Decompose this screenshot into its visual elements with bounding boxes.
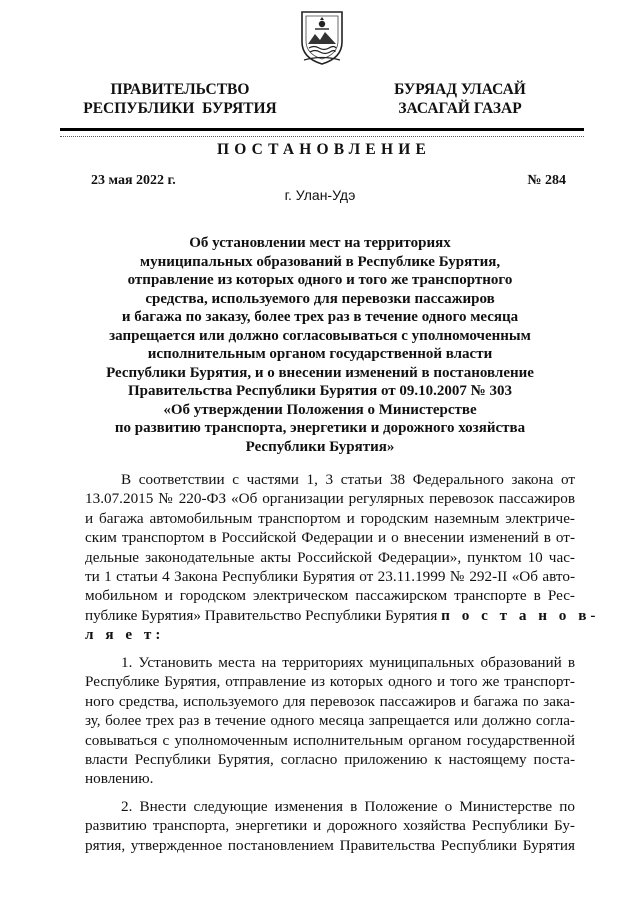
document-number: № 284	[527, 173, 566, 188]
government-name-russian-line2: РЕСПУБЛИКИ БУРЯТИЯ	[83, 100, 277, 117]
title-line: Республики Бурятия, и о внесении изменений в постановление	[106, 364, 534, 381]
paragraph-line: ским транспортом в Российской Федерации и о внесении изменений в от-	[85, 529, 575, 547]
coat-of-arms-emblem	[298, 8, 346, 66]
document-title	[80, 234, 560, 456]
resolution-word-start: п о с т а н о в-	[441, 606, 600, 624]
title-line: Правительства Республики Бурятия от 09.10.2007 № 303	[127, 383, 512, 399]
paragraph-line: и багажа автомобильным транспортом и городским наземным электриче-	[85, 509, 575, 527]
document-type-heading: ПОСТАНОВЛЕНИЕ	[216, 141, 432, 158]
title-line: запрещается или должно согласовываться с уполномоченным	[109, 327, 531, 344]
paragraph-line: ного средства, используемого для перевозок пассажиров и багажа по зака-	[85, 692, 575, 710]
paragraph-line: развитию транспорта, энергетики и дорожного хозяйства Республики Бу-	[85, 817, 575, 835]
paragraph-line: власти Республики Бурятия, согласно приложению к настоящему поста-	[85, 751, 575, 769]
title-line: «Об утверждении Положения о Министерстве	[163, 401, 477, 418]
title-line: средства, используемого для перевозки пассажиров	[145, 290, 495, 307]
title-line: Об установлении мест на территориях	[189, 235, 451, 251]
paragraph-line: мобильном и городском электрическом пассажирском транспорте в Рес-	[85, 587, 575, 605]
resolution-word-end-line	[85, 625, 575, 644]
paragraph-line: новлению.	[85, 770, 154, 788]
government-name-russian	[80, 80, 280, 118]
preamble-paragraph	[85, 470, 600, 645]
government-name-buryat	[360, 80, 560, 118]
title-line: по развитию транспорта, энергетики и дорожного хозяйства	[114, 420, 526, 436]
document-city: г. Улан-Удэ	[284, 187, 356, 203]
paragraph-line: зу, более трех раз в течение одного месяца запрещается или должно согла-	[85, 712, 575, 730]
title-line: отправление из которых одного и того же транспортного	[127, 272, 513, 288]
paragraph-line: 13.07.2015 № 220-ФЗ «Об организации регулярных перевозок пассажиров	[85, 490, 575, 508]
clause-2-paragraph	[85, 797, 575, 855]
government-name-russian-line1: ПРАВИТЕЛЬСТВО	[110, 81, 250, 98]
paragraph-line: Республике Бурятия, отправление из которых одного и того же транспорт-	[85, 673, 575, 691]
government-name-buryat-line2: ЗАСАГАЙ ГАЗАР	[398, 100, 522, 117]
paragraph-line: В соответствии с частями 1, 3 статьи 38 Федерального закона от	[121, 471, 575, 488]
paragraph-line: ти 1 статьи 4 Закона Республики Бурятия от 23.11.1999 № 292-II «Об авто-	[85, 568, 575, 586]
paragraph-line: 1. Установить места на территориях муниципальных образований в	[121, 654, 575, 671]
paragraph-line: совываться с уполномоченным исполнительным органом государственной	[85, 731, 575, 749]
paragraph-line: рятия, утвержденное постановлением Правительства Республики Бурятия	[85, 836, 575, 854]
header-dotted-rule	[60, 136, 584, 137]
paragraph-line-with-resolution-word	[85, 606, 600, 625]
paragraph-line-text: публике Бурятия» Правительство Республики Бурятия	[85, 606, 438, 624]
paragraph-line: дельные законодательные акты Российской Федерации», пунктом 10 час-	[85, 548, 575, 566]
government-name-buryat-line1: БУРЯАД УЛАСАЙ	[394, 81, 526, 98]
title-line: Республики Бурятия»	[245, 438, 395, 455]
header-thick-rule	[60, 128, 584, 131]
paragraph-line: 2. Внести следующие изменения в Положение о Министерстве по	[121, 798, 575, 815]
resolution-word-end: л я е т:	[85, 626, 165, 644]
title-line: исполнительным органом государственной власти	[147, 346, 493, 362]
clause-1-paragraph	[85, 653, 575, 789]
title-line: и багажа по заказу, более трех раз в течение одного месяца	[121, 309, 519, 325]
document-date: 23 мая 2022 г.	[91, 173, 176, 188]
title-line: муниципальных образований в Республике Бурятия,	[139, 253, 501, 270]
